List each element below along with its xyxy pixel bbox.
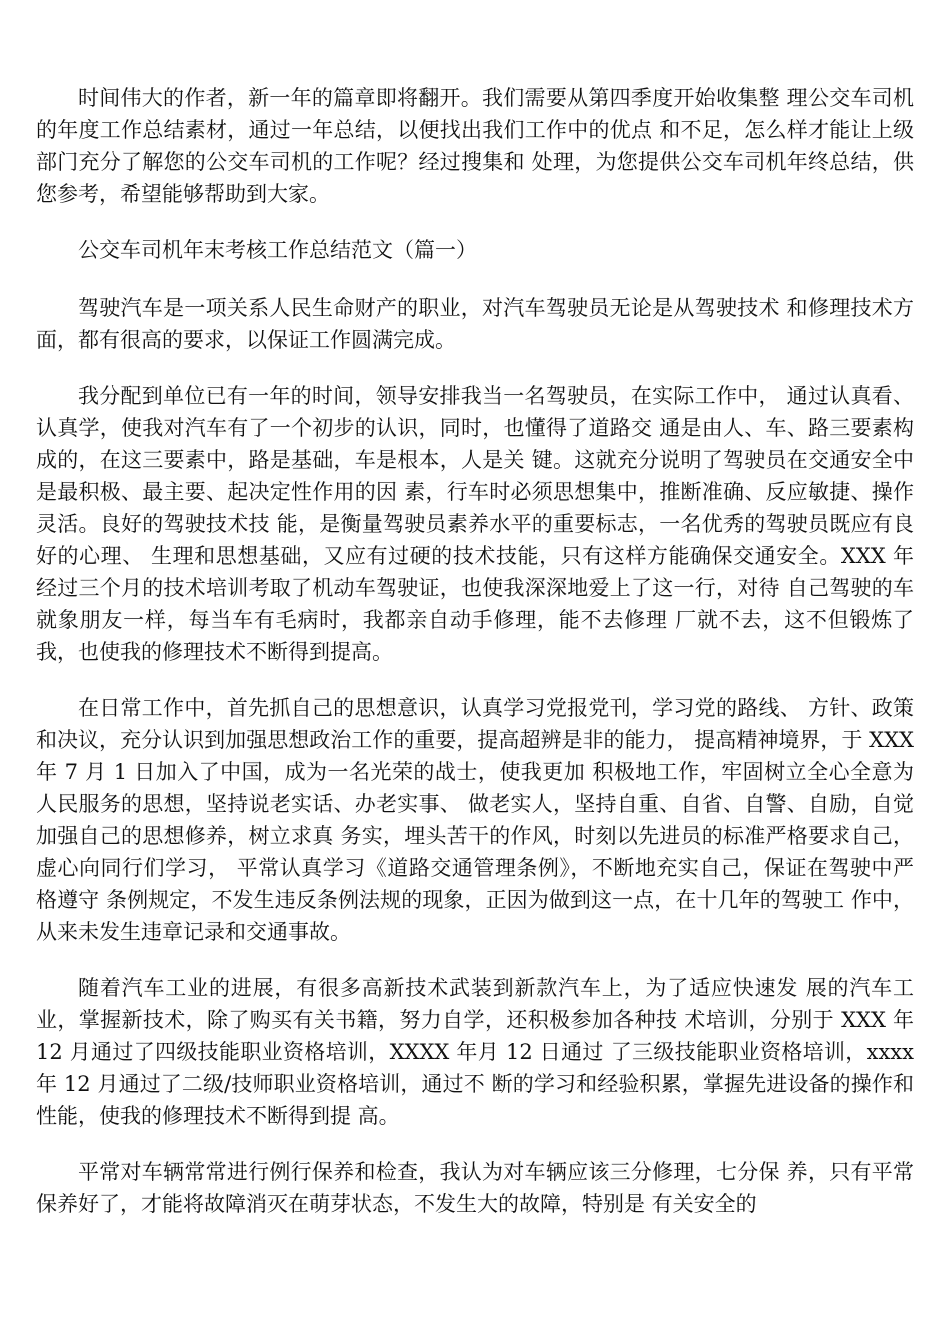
- body-paragraph: 驾驶汽车是一项关系人民生命财产的职业，对汽车驾驶员无论是从驾驶技术 和修理技术方面，都有很高的要求，以保证工作圆满完成。: [36, 296, 914, 352]
- intro-paragraph: 时间伟大的作者，新一年的篇章即将翻开。我们需要从第四季度开始收集整 理公交车司机的年度工作总结素材，通过一年总结，以便找出我们工作中的优点 和不足，怎么样才能让上级部门充分了解您的公交车司机的工作呢？经过搜集和 处理，为您提供公交车司机年终总结，供您参考，希望能够帮助到大家。: [36, 86, 914, 206]
- section-heading: 公交车司机年末考核工作总结范文（篇一）: [78, 238, 477, 262]
- body-paragraph: 在日常工作中，首先抓自己的思想意识，认真学习党报党刊，学习党的路线、 方针、政策和决议，充分认识到加强思想政治工作的重要，提高超辨是非的能力， 提高精神境界，于 XXX 年 7 月 1 日加入了中国，成为一名光荣的战士，使我更加 积极地工作，牢固树立全心全意为人民服务的思想，坚持说老实话、办老实事、 做老实人，坚持自重、自省、自警、自励，自觉加强自己的思想修养，树立求真 务实，埋头苦干的作风，时刻以先进员的标准严格要求自己，虚心向同行们学习， 平常认真学习《道路交通管理条例》，不断地充实自己，保证在驾驶中严格遵守 条例规定，不发生违反条例法规的现象，正因为做到这一点，在十几年的驾驶工 作中，从来未发生违章记录和交通事故。: [36, 696, 914, 944]
- body-paragraph: 随着汽车工业的进展，有很多高新技术武装到新款汽车上，为了适应快速发 展的汽车工业，掌握新技术，除了购买有关书籍，努力自学，还积极参加各种技 术培训，分别于 XXX 年 12 月通过了四级技能职业资格培训，XXXX 年月 12 日通过 了三级技能职业资格培训，xxxx 年 12 月通过了二级/技师职业资格培训，通过不 断的学习和经验积累，掌握先进设备的操作和性能，使我的修理技术不断得到提 高。: [36, 976, 914, 1128]
- body-paragraph: 我分配到单位已有一年的时间，领导安排我当一名驾驶员，在实际工作中， 通过认真看、认真学，使我对汽车有了一个初步的认识，同时，也懂得了道路交 通是由人、车、路三要素构成的，在这三要素中，路是基础，车是根本，人是关 键。这就充分说明了驾驶员在交通安全中是最积极、最主要、起决定性作用的因 素，行车时必须思想集中，推断准确、反应敏捷、操作灵活。良好的驾驶技术技 能，是衡量驾驶员素养水平的重要标志，一名优秀的驾驶员既应有良好的心理、 生理和思想基础，又应有过硬的技术技能，只有这样方能确保交通安全。XXX 年 经过三个月的技术培训考取了机动车驾驶证，也使我深深地爱上了这一行，对待 自己驾驶的车就象朋友一样，每当车有毛病时，我都亲自动手修理，能不去修理 厂就不去，这不但锻炼了我，也使我的修理技术不断得到提高。: [36, 384, 914, 664]
- body-paragraph: 平常对车辆常常进行例行保养和检查，我认为对车辆应该三分修理，七分保 养，只有平常保养好了，才能将故障消灭在萌芽状态，不发生大的故障，特别是 有关安全的: [36, 1160, 914, 1216]
- document-page: [36, 82, 914, 1244]
